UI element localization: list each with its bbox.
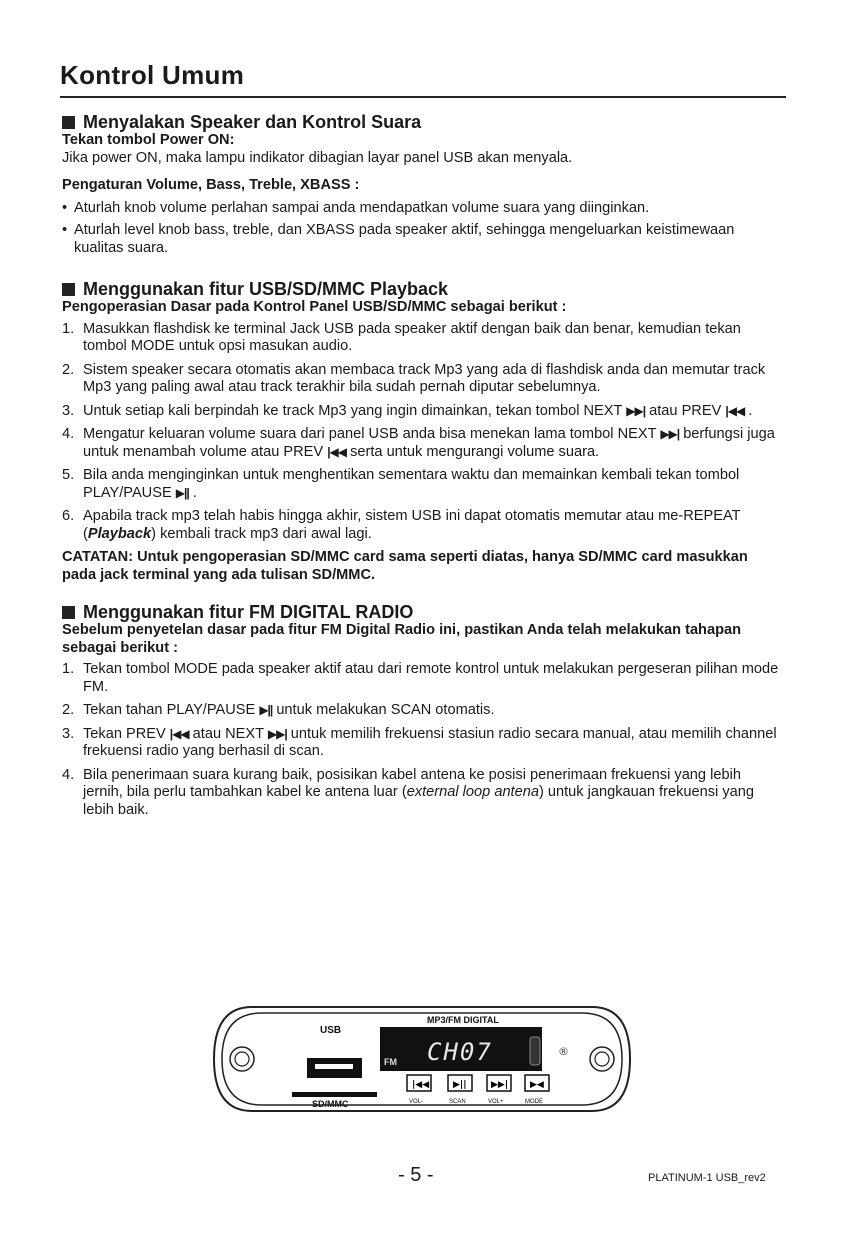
- play-pause-icon: ▶||: [175, 485, 189, 500]
- sd-slot: [292, 1092, 377, 1097]
- sd-mmc-label: SD/MMC: [312, 1099, 349, 1109]
- list-item: 2. Tekan tahan PLAY/PAUSE ▶|| untuk melakukan SCAN otomatis.: [62, 702, 495, 718]
- square-bullet-icon: [62, 283, 75, 296]
- svg-text:▶▶|: ▶▶|: [491, 1080, 509, 1090]
- page-number: - 5 -: [398, 1164, 434, 1186]
- svg-text:SCAN: SCAN: [449, 1099, 466, 1105]
- screw-hole-left-icon: [230, 1047, 254, 1071]
- bullet-item: • Aturlah knob volume perlahan sampai anda mendapatkan volume suara yang diinginkan.: [62, 199, 650, 216]
- svg-text:VOL-: VOL-: [409, 1099, 424, 1105]
- bullet-dot-icon: •: [62, 199, 68, 216]
- list-item: 4. Bila penerimaan suara kurang baik, posisikan kabel antena ke posisi penerimaan frekuensi yang lebih jernih, bila perlu tambahkan kabel ke antena luar (external loop antena) untuk jangkauan frekuensi yang lebih baik.: [62, 766, 754, 818]
- section-heading-text: Menggunakan fitur FM DIGITAL RADIO: [83, 602, 414, 622]
- section-heading-text: Menyalakan Speaker dan Kontrol Suara: [83, 112, 422, 132]
- square-bullet-icon: [62, 116, 75, 129]
- paragraph: Jika power ON, maka lampu indikator dibagian layar panel USB akan menyala.: [62, 149, 573, 166]
- section-fm: [62, 602, 784, 819]
- section-subheading: Sebelum penyetelan dasar pada fitur FM Digital Radio ini, pastikan Anda telah melakukan tahapan sebagai berikut :: [62, 622, 742, 656]
- next-icon: ▶▶|: [626, 403, 646, 418]
- list-item: 3. Tekan PREV |◀◀ atau NEXT ▶▶| untuk memilih frekuensi stasiun radio secara manual, atau memilih channel frekuensi radio yang berhasil di scan.: [62, 725, 777, 759]
- section-usb: [62, 279, 784, 584]
- section-subheading: Pengoperasian Dasar pada Kontrol Panel USB/SD/MMC sebagai berikut :: [62, 299, 567, 315]
- usb-label: USB: [320, 1025, 342, 1036]
- section-heading: [62, 602, 784, 622]
- usb-fm-panel-illustration: [212, 1003, 632, 1115]
- prev-icon: |◀◀: [725, 403, 745, 418]
- section-heading-text: Menggunakan fitur USB/SD/MMC Playback: [83, 279, 449, 299]
- steps-list: [62, 661, 784, 819]
- prev-icon: |◀◀: [169, 726, 189, 741]
- play-pause-icon: ▶||: [259, 703, 273, 717]
- next-icon: ▶▶|: [660, 427, 680, 441]
- next-icon: ▶▶|: [267, 726, 287, 741]
- list-item: 2. Sistem speaker secara otomatis akan membaca track Mp3 yang ada di flashdisk anda dan memutar track Mp3 yang paling awal atau track terakhir bila sudah pernah diputar sebelumnya.: [62, 361, 766, 395]
- page-title: Kontrol Umum: [60, 60, 245, 90]
- section-power: [62, 112, 784, 257]
- list-item: 1. Tekan tombol MODE pada speaker aktif atau dari remote kontrol untuk melakukan pergeseran pilihan mode FM.: [62, 661, 779, 695]
- svg-text:▶||: ▶||: [453, 1080, 467, 1090]
- section-heading: [62, 112, 784, 132]
- list-item: 6. Apabila track mp3 telah habis hingga akhir, sistem USB ini dapat otomatis memutar atau me-REPEAT (Playback) kembali track mp3 dari awal lagi.: [62, 508, 741, 542]
- prev-icon: |◀◀: [327, 444, 347, 459]
- screw-hole-right-icon: [590, 1047, 614, 1071]
- section-heading: [62, 279, 784, 299]
- document-body: [62, 112, 784, 833]
- panel-label: MP3/FM DIGITAL: [427, 1015, 499, 1025]
- svg-text:▶◀: ▶◀: [530, 1080, 544, 1090]
- list-item: 4. Mengatur keluaran volume suara dari panel USB anda bisa menekan lama tombol NEXT ▶▶| berfungsi juga untuk menambah volume atau PREV |◀◀ serta untuk mengurangi volume suara.: [62, 426, 775, 460]
- bullet-dot-icon: •: [62, 222, 68, 238]
- note: CATATAN: Untuk pengoperasian SD/MMC card sama seperti diatas, hanya SD/MMC card masukkan pada jack terminal yang ada tulisan SD/MMC.: [62, 549, 748, 583]
- square-bullet-icon: [62, 606, 75, 619]
- steps-list: [62, 321, 784, 544]
- list-item: 5. Bila anda menginginkan untuk menghentikan sementara waktu dan memainkan kembali tekan tombol PLAY/PAUSE ▶|| .: [62, 467, 740, 501]
- registered-mark-icon: ®: [558, 1045, 569, 1058]
- list-item: 1. Masukkan flashdisk ke terminal Jack USB pada speaker aktif dengan baik dan benar, kemudian tekan tombol MODE untuk opsi masukan audio.: [62, 320, 741, 354]
- bullet-item: • Aturlah level knob bass, treble, dan XBASS pada speaker aktif, sehingga mengeluarkan keistimewaan kualitas suara.: [62, 222, 735, 256]
- svg-text:MODE: MODE: [525, 1099, 543, 1105]
- volume-heading: Pengaturan Volume, Bass, Treble, XBASS :: [62, 177, 360, 193]
- display-mode: FM: [384, 1057, 397, 1067]
- svg-text:|◀◀: |◀◀: [412, 1080, 430, 1090]
- svg-text:VOL+: VOL+: [488, 1099, 504, 1105]
- section-subheading: Tekan tombol Power ON:: [62, 132, 235, 148]
- list-item: 3. Untuk setiap kali berpindah ke track Mp3 yang ingin dimainkan, tekan tombol NEXT ▶▶| atau PREV |◀◀ .: [62, 402, 753, 419]
- bullet-list: [62, 200, 784, 258]
- model-code: PLATINUM-1 USB_rev2: [648, 1172, 766, 1184]
- display-text: CH07: [427, 1038, 493, 1066]
- title-rule: [60, 96, 786, 98]
